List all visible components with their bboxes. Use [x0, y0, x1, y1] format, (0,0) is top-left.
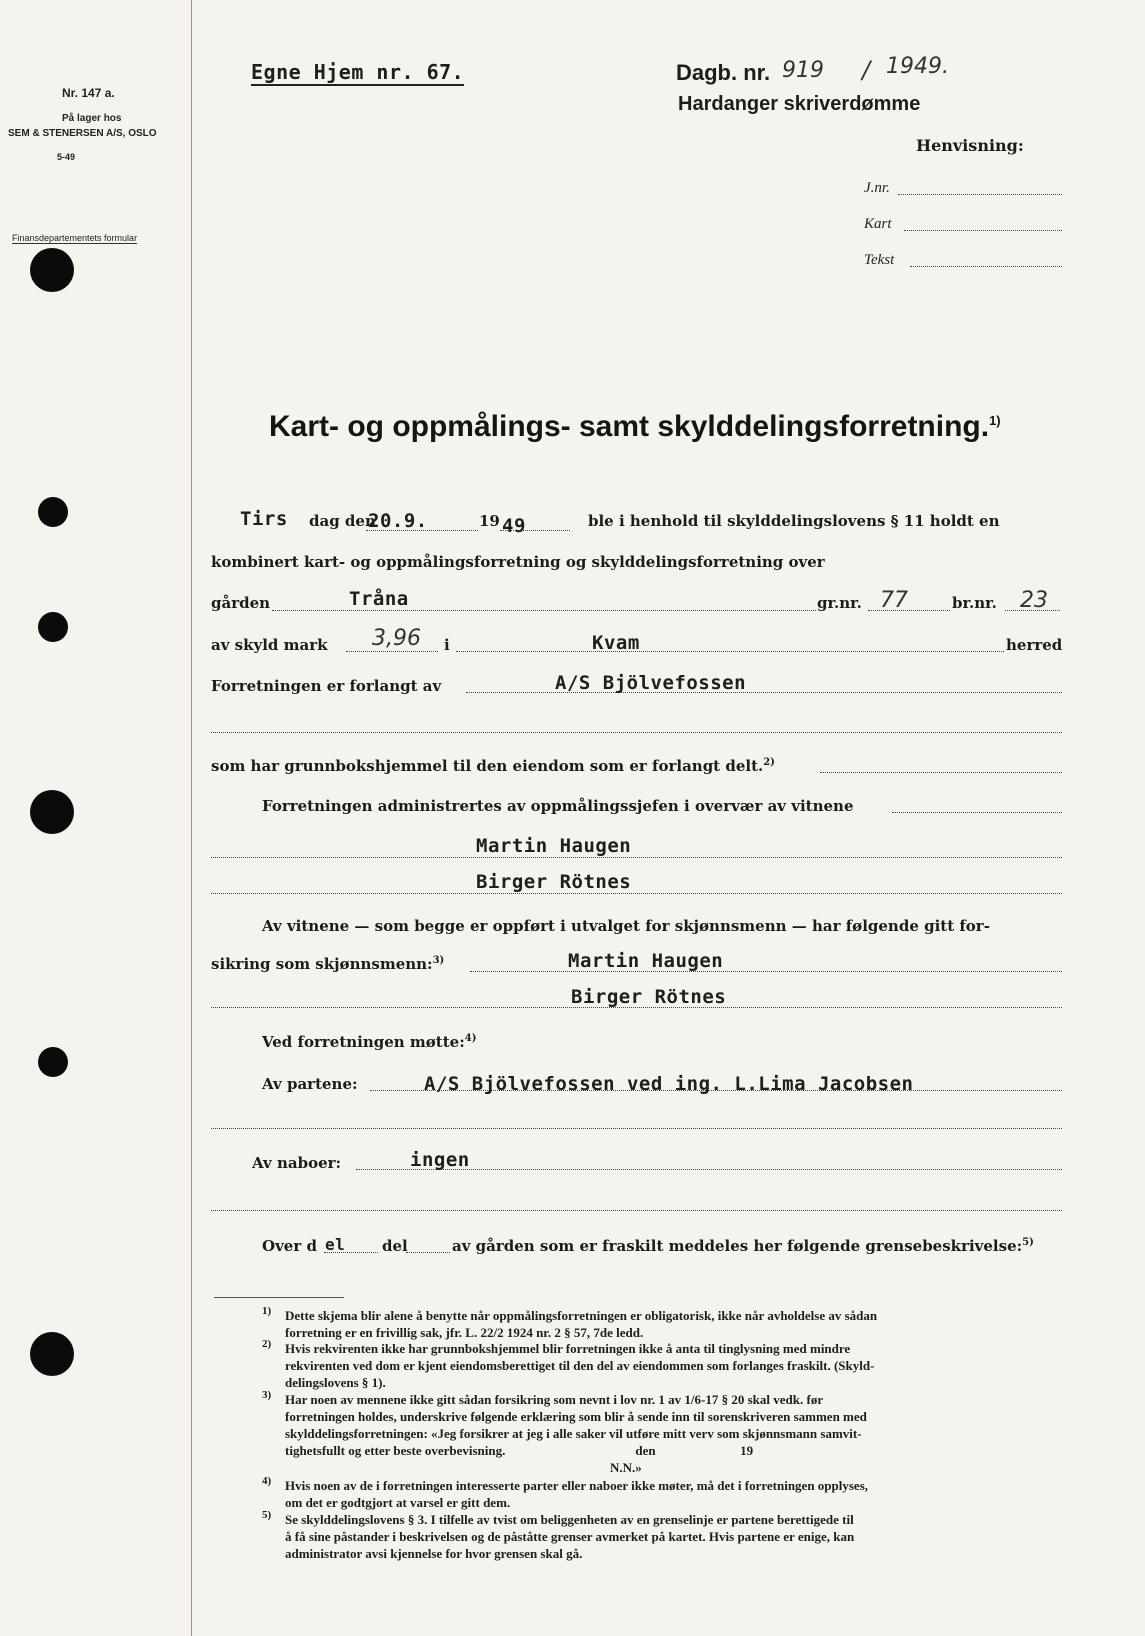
form-title-sup: 1): [989, 413, 1001, 428]
brnr-line: [1005, 610, 1060, 611]
dagb-label: Dagb. nr.: [676, 60, 771, 85]
grense-sup: 5): [1022, 1237, 1034, 1248]
naboer-value: ingen: [410, 1149, 470, 1171]
skyld-value: 3,96: [372, 626, 421, 651]
over-label: Over d: [262, 1237, 317, 1255]
forlangt-label: Forretningen er forlangt av: [211, 677, 442, 695]
i-label: i: [444, 636, 450, 654]
form-title: [269, 410, 1001, 444]
binder-hole: [30, 790, 74, 834]
forlangt-value: A/S Bjölvefossen: [555, 672, 747, 694]
herred-line: [456, 651, 1004, 652]
footnote-line: N.N.»: [285, 1460, 642, 1475]
partene-value: A/S Bjölvefossen ved ing. L.Lima Jacobsen: [424, 1073, 914, 1095]
garden-label: gården: [211, 594, 271, 612]
grnr-line: [868, 610, 950, 611]
formular-label: Finansdepartementets formular: [12, 233, 138, 243]
grense-statement: av gården som er fraskilt meddeles her følgende grensebeskrivelse:: [452, 1237, 1023, 1255]
skjonn1: Martin Haugen: [568, 950, 724, 972]
herred-label: herred: [1006, 636, 1063, 654]
year-suffix: 49: [502, 515, 526, 537]
binder-hole: [30, 248, 74, 292]
forlangt-line-2: [211, 732, 1062, 733]
witness1: Martin Haugen: [476, 835, 632, 857]
footnote-line: Se skylddelingslovens § 3. I tilfelle av tvist om beliggenheten av en grenselinje er partene berettigede til: [285, 1512, 854, 1527]
garden-line: [272, 610, 816, 611]
form-title-text: Kart- og oppmålings- samt skylddelingsforretning.: [269, 410, 990, 443]
motte-label: [262, 1033, 476, 1051]
partene-line-2: [211, 1128, 1062, 1129]
footnote-line: Hvis rekvirenten ikke har grunnbokshjemmel blir forretningen ikke å anta til tinglysning med mindre: [285, 1341, 851, 1356]
footnote-line: tighetsfullt og etter beste overbevisning. den 19: [285, 1443, 754, 1458]
margin-rule: [191, 0, 192, 1636]
brnr-value: 23: [1020, 588, 1048, 613]
motte-sup: 4): [464, 1033, 477, 1044]
over-line: [324, 1252, 378, 1253]
skjonn1-line: [470, 971, 1062, 972]
dagb-number: 919: [782, 58, 824, 83]
date-value: 20.9.: [368, 510, 428, 532]
kart-line: [904, 230, 1062, 231]
stock-line-1: På lager hos: [62, 113, 122, 124]
witness2-line: [211, 893, 1062, 894]
brnr-label: br.nr.: [952, 594, 997, 612]
witness1-line: [211, 857, 1062, 858]
administrert-text: Forretningen administrertes av oppmålingssjefen i overvær av vitnene: [262, 797, 854, 815]
footnote-line: Hvis noen av de i forretningen interesserte parter eller naboer ikke møter, må det i forretningen opplyses,: [285, 1478, 869, 1493]
office-stamp: Hardanger skriverdømme: [678, 93, 921, 115]
footnote-line: administrator avsi kjennelse for hvor grensen skal gå.: [285, 1546, 583, 1561]
footnote-line: Dette skjema blir alene å benytte når oppmålingsforretningen er obligatorisk, ikke når avholdelse av sådan: [285, 1308, 878, 1323]
print-date: 5-49: [57, 152, 76, 162]
skyld-line: [346, 651, 438, 652]
grense-text: [452, 1237, 1034, 1255]
dag-den-label: dag den: [309, 512, 376, 530]
binder-hole: [30, 1332, 74, 1376]
dagb-year: 1949.: [886, 54, 949, 79]
grunnbok-line: [820, 772, 1062, 773]
jnr-line: [898, 194, 1062, 195]
binder-hole: [38, 497, 68, 527]
garden-value: Tråna: [349, 588, 409, 610]
vitnene-line2: [211, 955, 444, 973]
tekst-label: Tekst: [864, 252, 895, 268]
naboer-label: Av naboer:: [252, 1154, 342, 1172]
year-line: [500, 530, 570, 531]
footnote-number: 3): [262, 1389, 272, 1401]
footnote-number: 2): [262, 1338, 272, 1350]
tekst-line: [910, 266, 1062, 267]
herred-value: Kvam: [592, 632, 640, 654]
skyld-label: av skyld mark: [211, 636, 328, 654]
vitnene-line2-text: sikring som skjønnsmenn:: [211, 955, 433, 973]
footnote-line: om det er godtgjort at varsel er gitt dem.: [285, 1495, 511, 1510]
footnote-line: skylddelingsforretningen: «Jeg forsikrer at jeg i alle saker vil utføre mitt verv som skjønnsmann samvit-: [285, 1426, 862, 1441]
skjonn2: Birger Rötnes: [571, 986, 727, 1008]
footnote-line: delingslovens § 1).: [285, 1375, 386, 1390]
grunnbok-text: [211, 757, 775, 775]
henvisning-label: Henvisning:: [916, 136, 1024, 155]
vitnene-line1: Av vitnene — som begge er oppført i utvalget for skjønnsmenn — har følgende gitt for-: [262, 917, 990, 935]
footnote-line: Har noen av mennene ikke gitt sådan forsikring som nevnt i lov nr. 1 av 1/6-17 § 20 skal vedk. før: [285, 1392, 824, 1407]
form-number: Nr. 147 a.: [62, 86, 115, 100]
egne-hjem-reference: Egne Hjem nr. 67.: [251, 60, 465, 84]
year-prefix: 19: [479, 512, 500, 530]
line1-rest: ble i henhold til skylddelingslovens § 11 holdt en: [588, 512, 1000, 530]
dagb-slash: /: [862, 56, 871, 84]
naboer-line-2: [211, 1210, 1062, 1211]
day-prefix: Tirs: [240, 508, 288, 530]
partene-label: Av partene:: [262, 1075, 358, 1093]
binder-hole: [38, 612, 68, 642]
grunnbok-statement: som har grunnbokshjemmel til den eiendom som er forlangt delt.: [211, 757, 764, 775]
kart-label: Kart: [864, 216, 892, 232]
motte-text: Ved forretningen møtte:: [262, 1033, 465, 1051]
footnote-number: 5): [262, 1509, 272, 1521]
footnote-line: forretningen holdes, underskrive følgende erklæring som blir å sende inn til sorenskriveren sammen med: [285, 1409, 867, 1424]
footnote-number: 4): [262, 1475, 272, 1487]
grnr-label: gr.nr.: [817, 594, 862, 612]
footnote-rule: [214, 1297, 344, 1298]
jnr-label: J.nr.: [864, 180, 890, 196]
del-line: [406, 1252, 450, 1253]
vitnene-sup: 3): [432, 955, 445, 966]
over-value: el: [325, 1235, 346, 1254]
grnr-value: 77: [880, 588, 908, 613]
stock-line-2: SEM & STENERSEN A/S, OSLO: [8, 128, 157, 139]
grunnbok-sup: 2): [763, 757, 775, 768]
footnote-line: å få sine påstander i beskrivelsen og de påståtte grenser avmerket på kartet. Hvis partene er enige, kan: [285, 1529, 855, 1544]
footnote-number: 1): [262, 1305, 272, 1317]
witness2: Birger Rötnes: [476, 871, 632, 893]
line2-text: kombinert kart- og oppmålingsforretning og skylddelingsforretning over: [211, 553, 825, 571]
administrert-line: [892, 812, 1062, 813]
date-line: [366, 530, 478, 531]
binder-hole: [38, 1047, 68, 1077]
footnote-line: forretning er en frivillig sak, jfr. L. 22/2 1924 nr. 2 § 57, 7de ledd.: [285, 1325, 644, 1340]
footnote-line: rekvirenten ved dom er kjent eiendomsberettiget til den del av eiendommen som forlanges fraskilt. (Skyld-: [285, 1358, 875, 1373]
del-label: del: [382, 1237, 408, 1255]
